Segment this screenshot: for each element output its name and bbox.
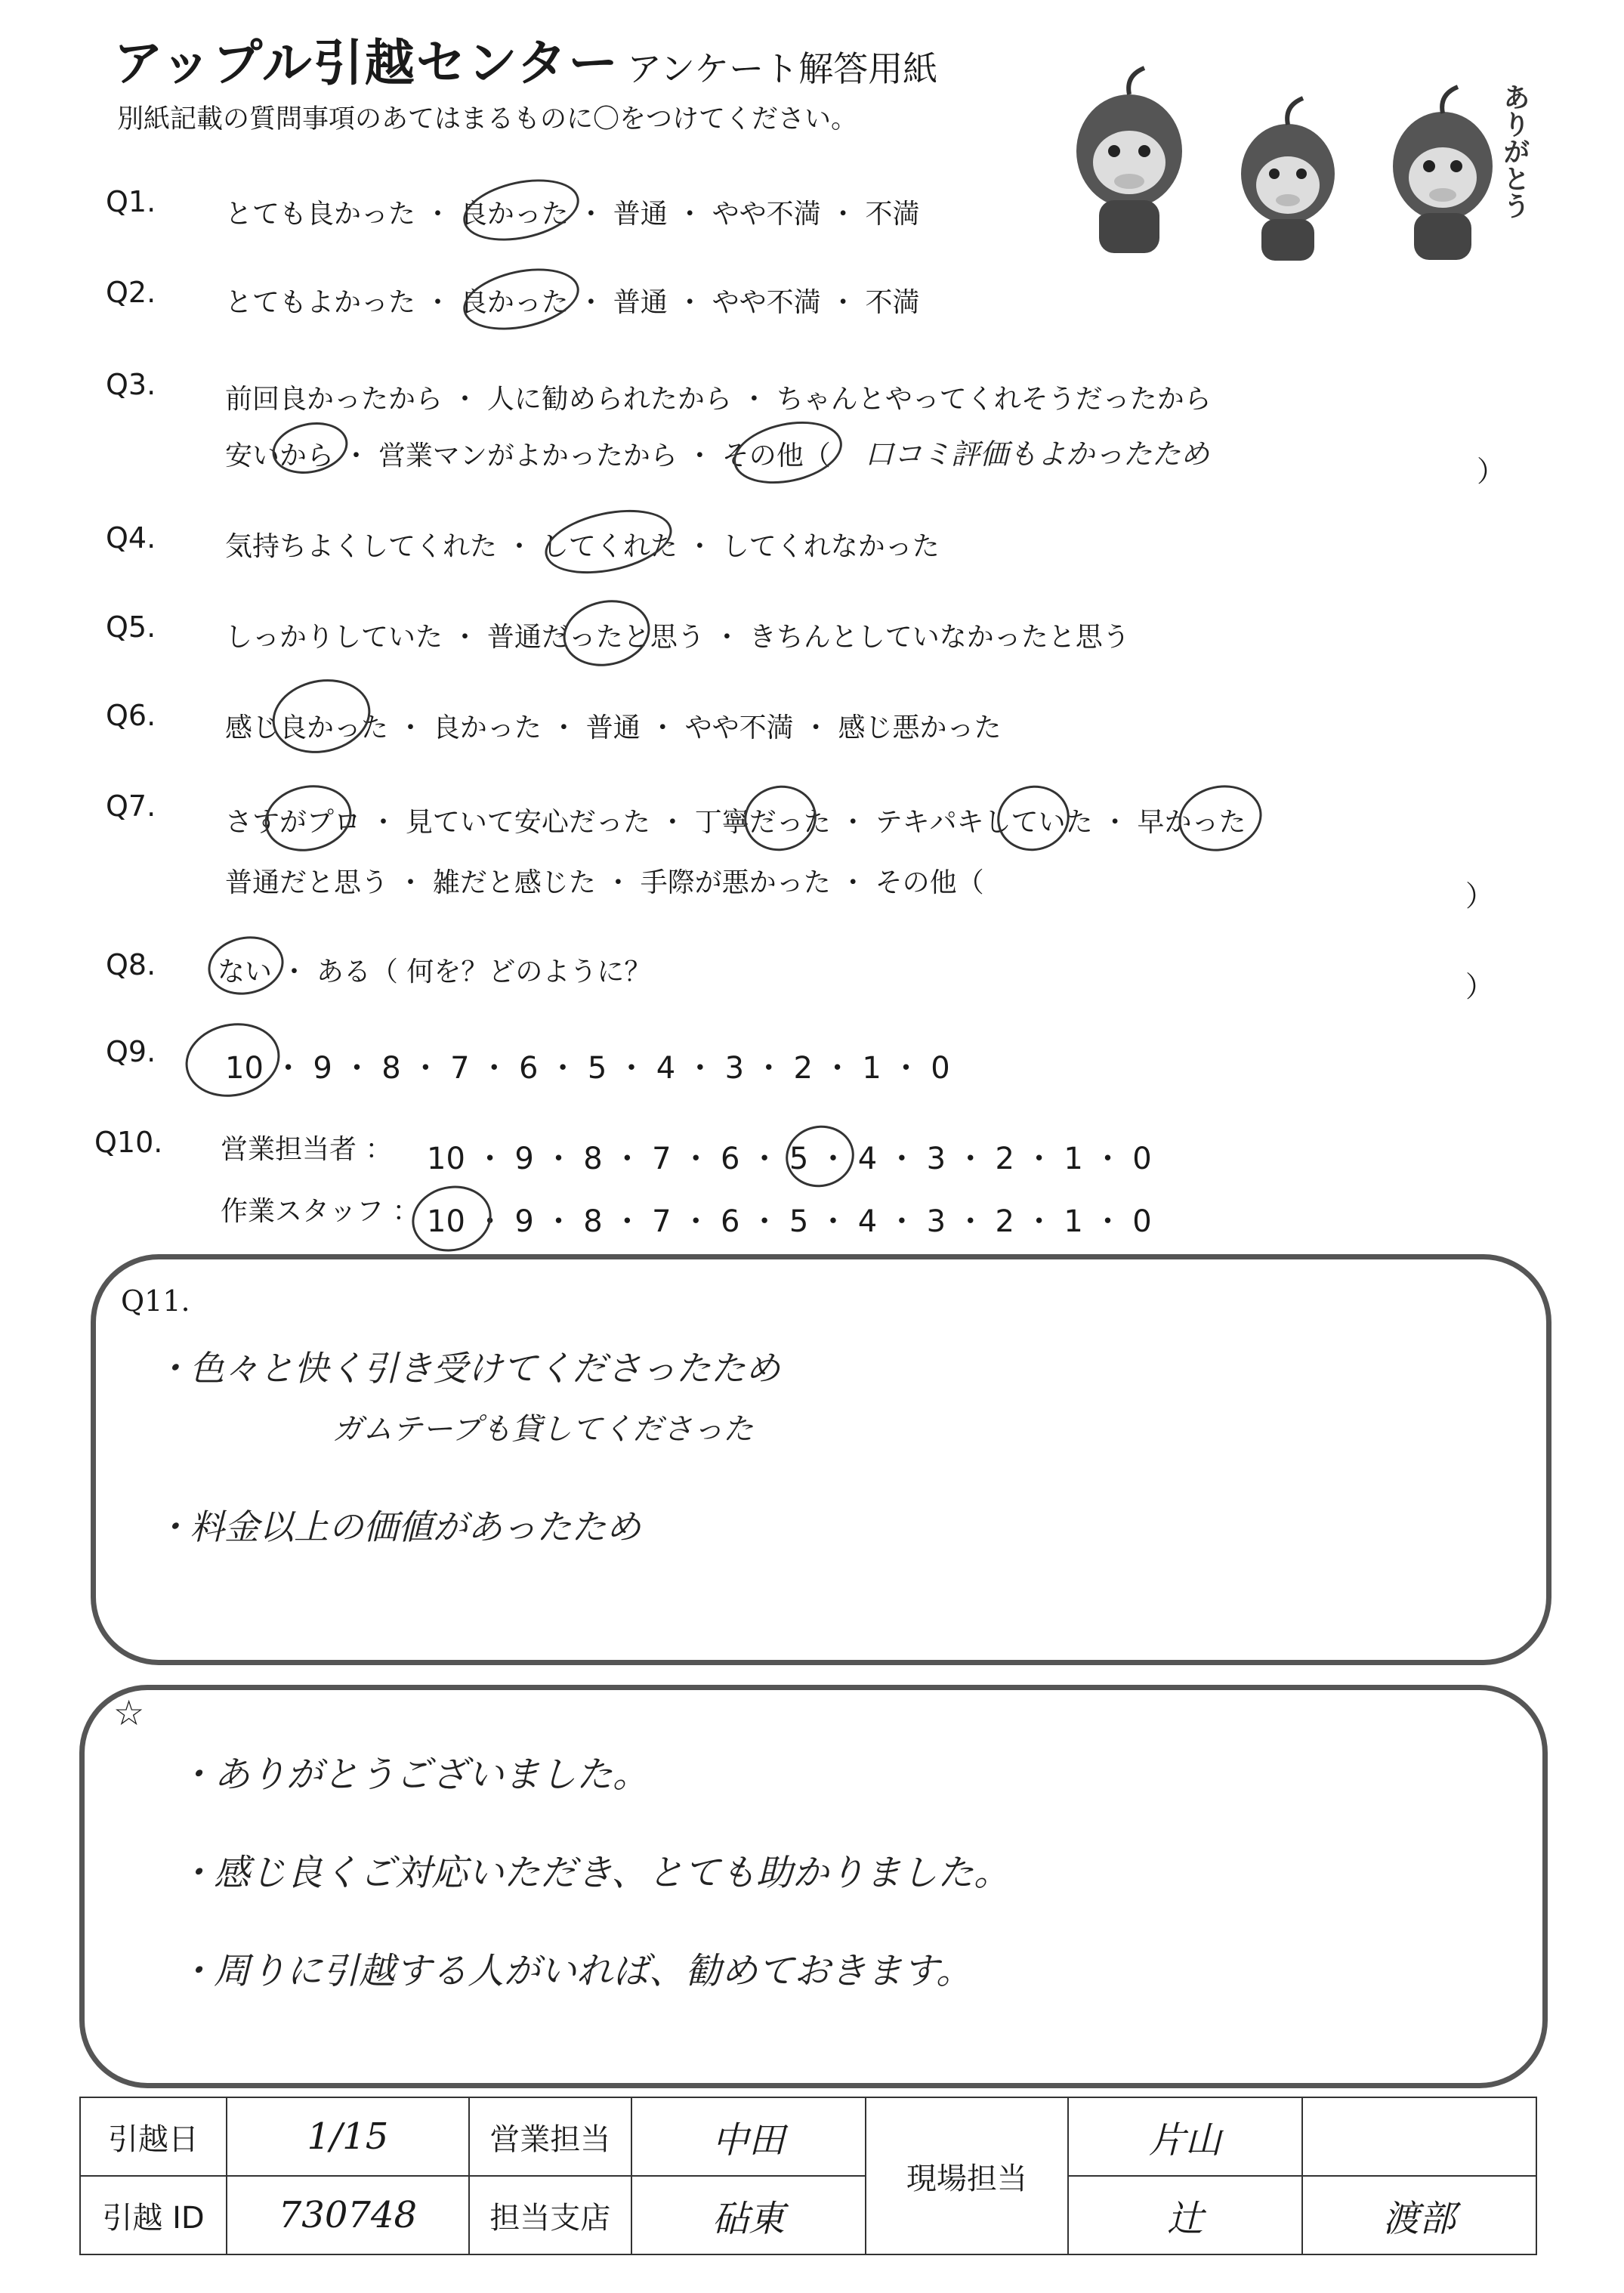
move-date-label: 引越日: [80, 2097, 227, 2176]
q11-line-1: ・色々と快く引き受けてくださったため: [155, 1348, 780, 1389]
q3-answer-circle: [727, 413, 848, 493]
q11-comment-box[interactable]: [91, 1254, 1551, 1665]
form-title: アップル引越センター: [113, 34, 620, 92]
q6-answer-circle: [265, 670, 377, 762]
q8-label: Q8.: [106, 948, 156, 981]
q10-sales-answer-circle: [780, 1119, 860, 1193]
q3-close-paren: ）: [1477, 455, 1506, 488]
q11-line-2: ガムテープも貸してくださった: [332, 1412, 754, 1447]
move-date-value: 1/15: [227, 2097, 469, 2176]
q1-label: Q1.: [106, 185, 156, 218]
q4-options[interactable]: 気持ちよくしてくれた ・ してくれた ・ してくれなかった: [225, 531, 940, 562]
mascot-monkey-left: [1076, 68, 1182, 253]
q7-answer-circle-3: [991, 779, 1076, 858]
star-line-1: ・ありがとうございました。: [178, 1754, 650, 1796]
star-line-3: ・周りに引越する人がいれば、勧めておきます。: [178, 1950, 973, 1992]
mascot-monkey-right: [1393, 87, 1493, 260]
site-staff-2: 辻: [1068, 2176, 1302, 2254]
q10-sales-label: 営業担当者 ：: [221, 1134, 393, 1165]
q2-answer-circle: [458, 259, 585, 340]
q7-label: Q7.: [106, 790, 156, 823]
star-label: ☆: [113, 1692, 145, 1733]
q10-staff-label: 作業スタッフ ：: [221, 1196, 420, 1227]
q8-answer-circle: [202, 929, 289, 1001]
q5-options[interactable]: しっかりしていた ・ 普通だったと思う ・ きちんとしていなかったと思う: [225, 622, 1130, 653]
q1-options[interactable]: とても良かった ・ 良かった ・ 普通 ・ やや不満 ・ 不満: [225, 199, 920, 230]
mascot-illustration: [1039, 53, 1552, 264]
q4-answer-circle: [539, 499, 678, 584]
q5-answer-circle: [557, 592, 656, 674]
site-staff-label: 現場担当: [866, 2097, 1068, 2254]
q2-label: Q2.: [106, 276, 156, 309]
q7-options-line1[interactable]: さすがプロ ・ 見ていて安心だった ・ 丁寧だった ・ テキパキしていた ・ 早かった: [225, 807, 1246, 838]
q8-options[interactable]: ない ・ ある（ 何を？どのように？: [218, 956, 652, 987]
q3-options-line1[interactable]: 前回良かったから ・ 人に勧められたから ・ ちゃんとやってくれそうだったから: [225, 384, 1212, 415]
q4-label: Q4.: [106, 521, 156, 555]
branch-value: 砧東: [631, 2176, 866, 2254]
q7-close-paren: ）: [1465, 879, 1495, 913]
site-staff-3: 渡部: [1302, 2176, 1536, 2254]
q10-sales-scale[interactable]: 10 ・ 9 ・ 8 ・ 7 ・ 6 ・ 5 ・ 4 ・ 3 ・ 2 ・ 1 ・ 0: [427, 1142, 1152, 1176]
footer-info-table: [79, 2097, 1537, 2255]
instructions: 別紙記載の質問事項のあてはまるものに〇をつけてください。: [117, 104, 858, 134]
q6-options[interactable]: 感じ良かった ・ 良かった ・ 普通 ・ やや不満 ・ 感じ悪かった: [225, 712, 1002, 743]
sales-rep-value: 中田: [631, 2097, 866, 2176]
q8-close-paren: ）: [1465, 970, 1495, 1003]
move-id-label: 引越 ID: [80, 2176, 227, 2254]
q1-answer-circle: [458, 170, 585, 251]
mascot-monkey-center: [1241, 98, 1335, 261]
q2-options[interactable]: とてもよかった ・ 良かった ・ 普通 ・ やや不満 ・ 不満: [225, 287, 920, 318]
q3-label: Q3.: [106, 368, 156, 401]
q6-label: Q6.: [106, 699, 156, 732]
q10-staff-scale[interactable]: 10 ・ 9 ・ 8 ・ 7 ・ 6 ・ 5 ・ 4 ・ 3 ・ 2 ・ 1 ・ 0: [427, 1204, 1152, 1239]
q3-options-line2[interactable]: 安いから ・ 営業マンがよかったから ・ その他（: [225, 440, 831, 471]
q11-line-3: ・料金以上の価値があったため: [155, 1507, 641, 1547]
branch-label: 担当支店: [469, 2176, 631, 2254]
star-line-2: ・感じ良くご対応いただき、とても助かりました。: [178, 1852, 1011, 1894]
q3-other-answer: 口コミ評価もよかったため: [865, 437, 1210, 471]
q7-answer-circle-2: [738, 779, 823, 858]
q7-answer-circle-1: [258, 777, 357, 859]
q10-label: Q10.: [94, 1126, 163, 1159]
q5-label: Q5.: [106, 610, 156, 644]
site-staff-1: 片山: [1068, 2097, 1302, 2176]
site-staff-empty: [1302, 2097, 1536, 2176]
q9-answer-circle: [178, 1015, 286, 1105]
sales-rep-label: 営業担当: [469, 2097, 631, 2176]
q7-options-line2[interactable]: 普通だと思う ・ 雑だと感じた ・ 手際が悪かった ・ その他（: [225, 867, 984, 898]
mascot-caption: ありがとう: [1499, 83, 1530, 219]
q7-answer-circle-4: [1172, 777, 1267, 858]
move-id-value: 730748: [227, 2176, 469, 2254]
q9-scale[interactable]: 10 ・ 9 ・ 8 ・ 7 ・ 6 ・ 5 ・ 4 ・ 3 ・ 2 ・ 1 ・ 0: [225, 1051, 950, 1086]
q11-label: Q11.: [121, 1284, 190, 1318]
form-subtitle: アンケート解答用紙: [627, 48, 938, 89]
q9-label: Q9.: [106, 1035, 156, 1068]
